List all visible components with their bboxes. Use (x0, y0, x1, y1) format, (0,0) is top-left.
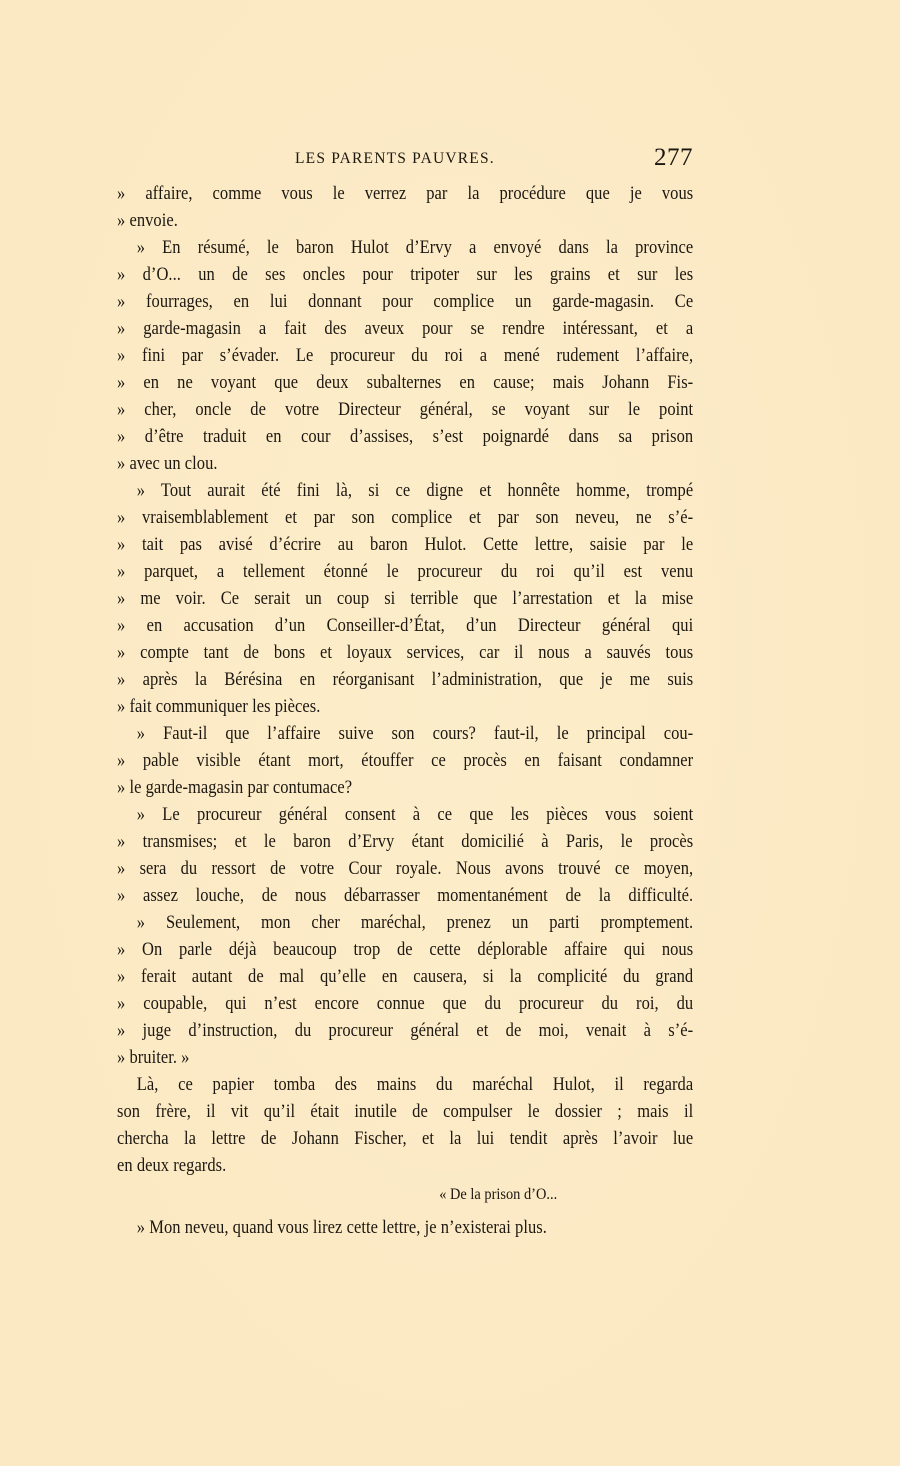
running-title: LES PARENTS PAUVRES. (295, 150, 495, 167)
text-line: » envoie. (117, 210, 178, 231)
text-line: » en accusation d’un Conseiller-d’État, d’un Directeur général qui (117, 615, 694, 636)
text-line: » parquet, a tellement étonné le procureur du roi qu’il est venu (117, 561, 694, 582)
text-line: » fini par s’évader. Le procureur du roi a mené rudement l’affaire, (117, 345, 694, 366)
text-line: » me voir. Ce serait un coup si terrible que l’arrestation et la mise (117, 588, 694, 609)
paragraph-start-line: » Le procureur général consent à ce que les pièces vous soient (136, 804, 694, 825)
text-line: » compte tant de bons et loyaux services, car il nous a sauvés tous (117, 642, 694, 663)
body-text (117, 180, 693, 1246)
text-line: » pable visible étant mort, étouffer ce procès en faisant condamner (117, 750, 694, 771)
text-line: chercha la lettre de Johann Fischer, et la lui tendit après l’avoir lue (117, 1128, 694, 1149)
text-line: son frère, il vit qu’il était inutile de compulser le dossier ; mais il (117, 1101, 694, 1122)
paragraph-start-line: » En résumé, le baron Hulot d’Ervy a envoyé dans la province (136, 237, 694, 258)
paragraph-start-line: » Seulement, mon cher maréchal, prenez un parti promptement. (136, 912, 694, 933)
text-line: » fourrages, en lui donnant pour complice un garde-magasin. Ce (117, 291, 694, 312)
text-line: » bruiter. » (117, 1047, 190, 1068)
letter-heading: « De la prison d’O... (439, 1186, 558, 1203)
text-line: » coupable, qui n’est encore connue que du procureur du roi, du (117, 993, 694, 1014)
text-line: en deux regards. (117, 1155, 227, 1176)
text-line: » le garde-magasin par contumace? (117, 777, 353, 798)
text-line: » après la Bérésina en réorganisant l’administration, que je me suis (117, 669, 694, 690)
paragraph-start-line: Là, ce papier tomba des mains du maréchal Hulot, il regarda (136, 1074, 694, 1095)
text-line: » vraisemblablement et par son complice et par son neveu, ne s’é- (117, 507, 694, 528)
text-line: » cher, oncle de votre Directeur général, se voyant sur le point (117, 399, 694, 420)
text-line: » assez louche, de nous débarrasser momentanément de la difficulté. (117, 885, 694, 906)
text-line: » d’O... un de ses oncles pour tripoter sur les grains et sur les (117, 264, 694, 285)
text-line: » garde-magasin a fait des aveux pour se rendre intéressant, et a (117, 318, 694, 339)
text-line: » en ne voyant que deux subalternes en cause; mais Johann Fis- (117, 372, 694, 393)
paragraph-start-line: » Tout aurait été fini là, si ce digne et honnête homme, trompé (136, 480, 694, 501)
text-line: » d’être traduit en cour d’assises, s’est poignardé dans sa prison (117, 426, 694, 447)
text-line: » On parle déjà beaucoup trop de cette déplorable affaire qui nous (117, 939, 694, 960)
text-line: » ferait autant de mal qu’elle en causera, si la complicité du grand (117, 966, 694, 987)
letter-first-line: » Mon neveu, quand vous lirez cette lettre, je n’existerai plus. (136, 1217, 547, 1238)
page-number: 277 (654, 144, 693, 171)
text-line: » transmises; et le baron d’Ervy étant domicilié à Paris, le procès (117, 831, 694, 852)
text-line: » juge d’instruction, du procureur général et de moi, venait à s’é- (117, 1020, 694, 1041)
text-line: » tait pas avisé d’écrire au baron Hulot. Cette lettre, saisie par le (117, 534, 694, 555)
text-line: » sera du ressort de votre Cour royale. Nous avons trouvé ce moyen, (117, 858, 694, 879)
text-line: » affaire, comme vous le verrez par la procédure que je vous (117, 183, 694, 204)
text-line: » fait communiquer les pièces. (117, 696, 321, 717)
paragraph-start-line: » Faut-il que l’affaire suive son cours? faut-il, le principal cou- (136, 723, 694, 744)
running-head (117, 146, 693, 176)
text-line: » avec un clou. (117, 453, 218, 474)
